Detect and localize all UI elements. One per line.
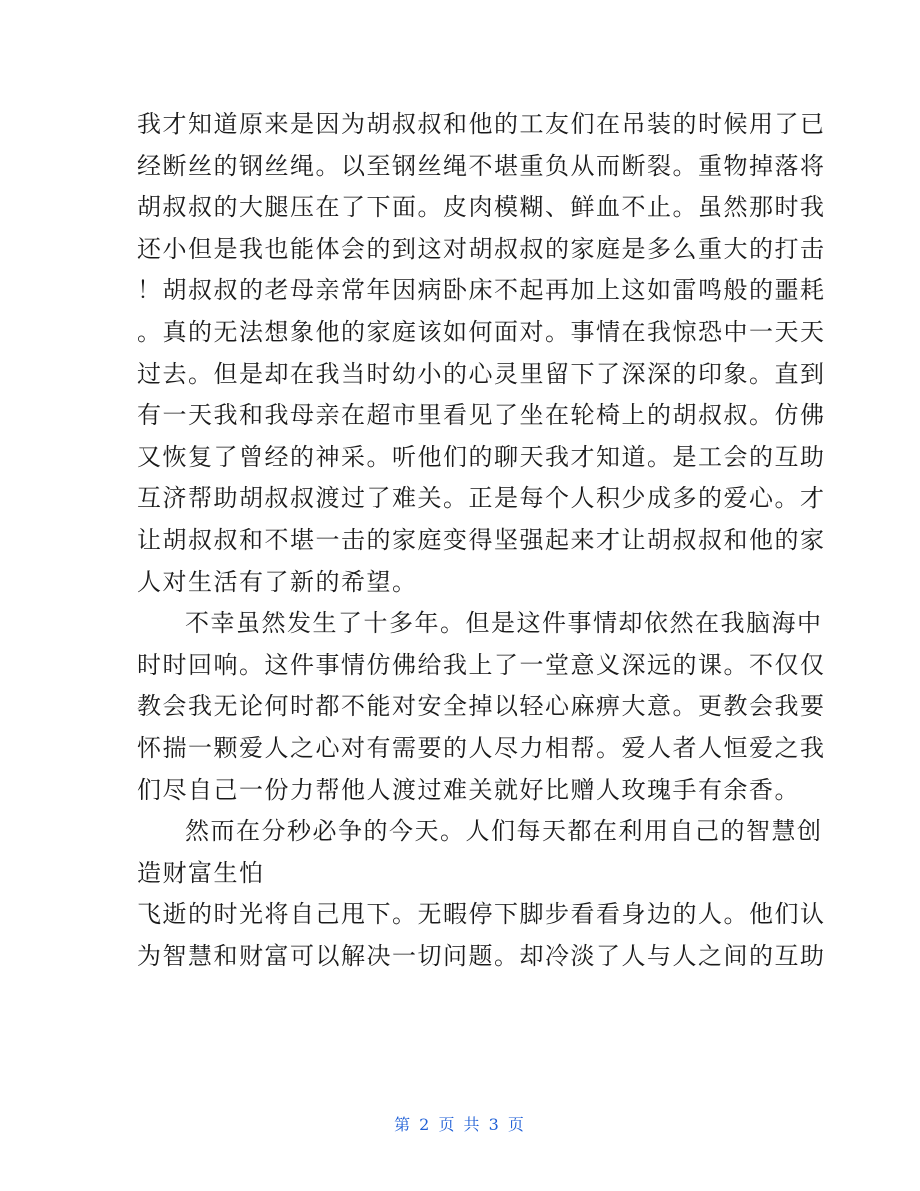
text-line: 。真的无法想象他的家庭该如何面对。事情在我惊恐中一天天 — [137, 317, 826, 346]
paragraph-start-line: 不幸虽然发生了十多年。但是这件事情却依然在我脑海中 — [185, 609, 823, 638]
text-line: 又恢复了曾经的神采。听他们的聊天我才知道。是工会的互助 — [137, 442, 826, 471]
text-line: 怀揣一颗爱人之心对有需要的人尽力相帮。爱人者人恒爱之我 — [137, 733, 826, 762]
text-line: 让胡叔叔和不堪一击的家庭变得坚强起来才让胡叔叔和他的家 — [137, 525, 826, 554]
text-line: 时时回响。这件事情仿佛给我上了一堂意义深远的课。不仅仅 — [137, 650, 826, 679]
text-line: 人对生活有了新的希望。 — [137, 567, 418, 596]
text-line: 过去。但是却在我当时幼小的心灵里留下了深深的印象。直到 — [137, 359, 826, 388]
text-line: 互济帮助胡叔叔渡过了难关。正是每个人积少成多的爱心。才 — [137, 484, 826, 513]
text-line: 造财富生怕 — [137, 858, 265, 887]
text-line: 飞逝的时光将自己甩下。无暇停下脚步看看身边的人。他们认 — [137, 900, 826, 929]
text-line: 有一天我和我母亲在超市里看见了坐在轮椅上的胡叔叔。仿佛 — [137, 401, 826, 430]
text-line: 胡叔叔的大腿压在了下面。皮肉模糊、鲜血不止。虽然那时我 — [137, 193, 826, 222]
text-line: 经断丝的钢丝绳。以至钢丝绳不堪重负从而断裂。重物掉落将 — [137, 151, 826, 180]
body-text — [137, 104, 826, 977]
text-line: 还小但是我也能体会的到这对胡叔叔的家庭是多么重大的打击 — [137, 234, 826, 263]
text-line: 教会我无论何时都不能对安全掉以轻心麻痹大意。更教会我要 — [137, 692, 826, 721]
text-line: 为智慧和财富可以解决一切问题。却冷淡了人与人之间的互助 — [137, 941, 826, 970]
text-line: 我才知道原来是因为胡叔叔和他的工友们在吊装的时候用了已 — [137, 110, 826, 138]
text-line: ！胡叔叔的老母亲常年因病卧床不起再加上这如雷鸣般的噩耗 — [137, 276, 826, 305]
text-line: 们尽自己一份力帮他人渡过难关就好比赠人玫瑰手有余香。 — [137, 775, 800, 804]
page-number-footer: 第 2 页 共 3 页 — [394, 1115, 526, 1134]
paragraph-start-line: 然而在分秒必争的今天。人们每天都在利用自己的智慧创 — [185, 817, 823, 846]
